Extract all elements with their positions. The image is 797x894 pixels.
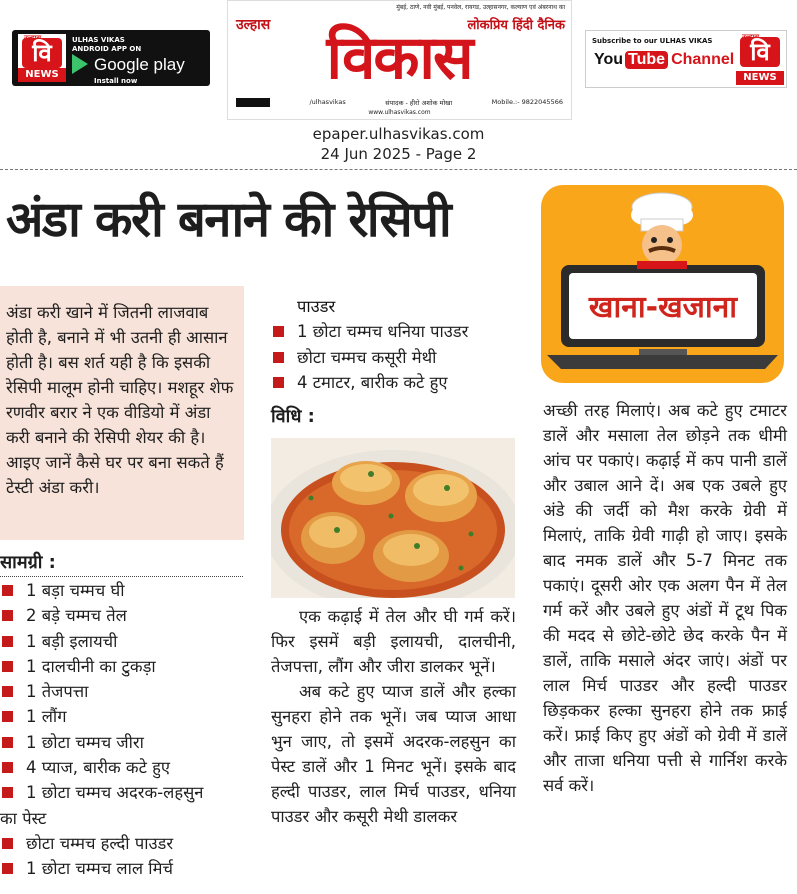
khana-khazana-logo — [541, 185, 784, 383]
bullet-icon — [2, 838, 13, 849]
install-now-label: Install now — [94, 77, 138, 85]
list-item-continued: पाउडर — [297, 297, 336, 316]
egg-curry-illustration — [271, 438, 515, 598]
method-paragraph: अच्छी तरह मिलाएं। अब कटे हुए टमाटर डालें और मसाला तेल छोड़ने तक धीमी आंच पर पकाएं। कढ़ाई में कप पानी डालें और उबाल आने दें। अब एक उबले हुए अंडे की जर्दी को मैश करके ग्रेवी में मिलाएं, ताकि ग्रेवी गाढ़ी हो जाए। इसके बाद नमक डालें और 5-7 मिनट तक पकाएं। दूसरी ओर एक अलग पैन में तेल गर्म करें और उबले हुए अंडों में टूथ पिक की मदद से छोटे-छोटे छेद करके पैन में डालें, ताकि मसाले अंदर जाएं। अंडों पर लाल मिर्च पाउडर और हल्दी पाउडर छिड़ककर हल्का सुनहरा होने तक फ्राई करें। फ्राई किए हुए अंडों को ग्रेवी में डालें और ताजा धनिया पत्ती से गार्निश करके सर्व करें। — [543, 401, 787, 795]
bullet-icon — [273, 352, 284, 363]
method-title: विधि : — [271, 406, 315, 427]
logo-title: खाना-खजाना — [588, 290, 738, 325]
youtube-tube-text: Tube — [625, 51, 668, 69]
logo-news-label: NEWS — [18, 68, 66, 82]
list-item: 2 बड़े चम्मच तेल — [0, 603, 250, 628]
bullet-icon — [2, 737, 13, 748]
google-play-icon — [72, 54, 88, 74]
app-badge-line2: ANDROID APP ON — [72, 45, 142, 53]
logo-letter: वि — [740, 37, 780, 67]
list-item: 1 छोटा चम्मच अदरक-लहसुन — [0, 780, 250, 805]
bullet-icon — [2, 762, 13, 773]
bullet-icon — [273, 326, 284, 337]
ulhas-vikas-news-logo — [18, 34, 66, 82]
list-item: 1 बड़ा चम्मच घी — [0, 578, 250, 603]
app-badge-line1: ULHAS VIKAS — [72, 36, 125, 44]
article-headline: अंडा करी बनाने की रेसिपी — [6, 191, 451, 248]
date-page: 24 Jun 2025 - Page 2 — [320, 145, 477, 163]
bullet-icon — [2, 787, 13, 798]
youtube-subscribe-badge[interactable] — [585, 30, 787, 88]
header-divider — [0, 169, 797, 170]
bullet-icon — [2, 711, 13, 722]
ingredients-title: सामग्री : — [0, 552, 56, 573]
bullet-icon — [2, 585, 13, 596]
bullet-icon — [2, 636, 13, 647]
list-item: 1 दालचीनी का टुकड़ा — [0, 654, 250, 679]
method-paragraph: एक कढ़ाई में तेल और घी गर्म करें। फिर इसमें बड़ी इलायची, दालचीनी, तेजपत्ता, लौंग और जीरा डालकर भूनें। — [271, 607, 516, 676]
list-item: 1 छोटा चम्मच लाल मिर्च — [0, 856, 250, 881]
list-item: 4 प्याज, बारीक कटे हुए — [0, 755, 250, 780]
ingredients-heading — [0, 550, 243, 577]
epaper-url[interactable]: epaper.ulhasvikas.com — [312, 125, 485, 143]
bullet-icon — [2, 863, 13, 874]
list-item: छोटा चम्मच हल्दी पाउडर — [0, 831, 250, 856]
ulhas-vikas-news-logo — [736, 33, 784, 85]
method-heading — [271, 404, 315, 428]
youtube-channel-row — [592, 51, 734, 69]
logo-letter: वि — [22, 38, 62, 68]
masthead-cities: मुंबई, ठाणे, नवी मुंबई, पनवेल, रायगड, उल्हासनगर, कल्याण एवं अंबरनाथ का — [396, 4, 565, 11]
bullet-icon — [2, 661, 13, 672]
article-intro: अंडा करी खाने में जितनी लाजवाब होती है, बनाने में भी उतनी ही आसान होती है। बस शर्त यही है कि इसकी रेसिपी मालूम होनी चाहिए। मशहूर शेफ रणवीर बरार ने एक वीडियो में अंडा करी बनाने की रेसिपी शेयर की है। आइए जानें कैसे घर पर बना सकते हैं टेस्टी अंडा करी। — [0, 286, 244, 540]
app-badge-text — [72, 36, 207, 85]
masthead-footer — [228, 95, 571, 109]
method-col2 — [271, 604, 516, 829]
masthead-title: विकास — [326, 23, 472, 93]
youtube-subscribe-text: Subscribe to our ULHAS VIKAS — [592, 37, 713, 45]
masthead-tagline: लोकप्रिय हिंदी दैनिक — [467, 18, 565, 33]
google-play-mini-icon — [236, 98, 270, 107]
method-col3 — [543, 398, 787, 798]
youtube-you-text: You — [594, 51, 624, 68]
method-paragraph: अब कटे हुए प्याज डालें और हल्का सुनहरा होने तक भूनें। जब प्याज आधा भुन जाए, तो इसमें अदरक-लहसुन का पेस्ट डालें और 1 मिनट भूनें। इसके बाद हल्दी पाउडर, लाल मिर्च पाउडर, धनिया पाउडर और कसूरी मेथी डालकर — [271, 682, 516, 826]
masthead-social-handle: /ulhasvikas — [309, 98, 346, 106]
egg-curry-photo — [271, 438, 515, 598]
ingredients-list-col1 — [0, 578, 250, 882]
list-item: 1 लौंग — [0, 704, 250, 729]
masthead-mobile: Mobile.:- 9822045566 — [491, 98, 563, 106]
masthead — [227, 0, 572, 120]
masthead-small-title: उल्हास — [236, 17, 271, 33]
logo-news-label: NEWS — [736, 71, 784, 85]
list-item: 1 छोटा चम्मच धनिया पाउडर — [271, 319, 521, 344]
ingredients-list-col2 — [271, 294, 521, 395]
list-item: 1 छोटा चम्मच जीरा — [0, 730, 250, 755]
masthead-url[interactable]: www.ulhasvikas.com — [368, 109, 431, 116]
list-item-continued: का पेस्ट — [0, 808, 47, 828]
epaper-info — [0, 124, 797, 164]
list-item: 1 बड़ी इलायची — [0, 629, 250, 654]
bullet-icon — [273, 377, 284, 388]
google-play-row — [72, 54, 185, 74]
masthead-editor: संपादक - हीरो अशोक मोखा — [385, 98, 453, 107]
youtube-channel-text: Channel — [671, 51, 735, 68]
list-item: 4 टमाटर, बारीक कटे हुए — [271, 370, 521, 395]
list-item: 1 तेजपत्ता — [0, 679, 250, 704]
bullet-icon — [2, 610, 13, 621]
list-item: छोटा चम्मच कसूरी मेथी — [271, 345, 521, 370]
android-app-badge[interactable] — [12, 30, 210, 86]
google-play-label: Google play — [94, 54, 185, 74]
bullet-icon — [2, 686, 13, 697]
